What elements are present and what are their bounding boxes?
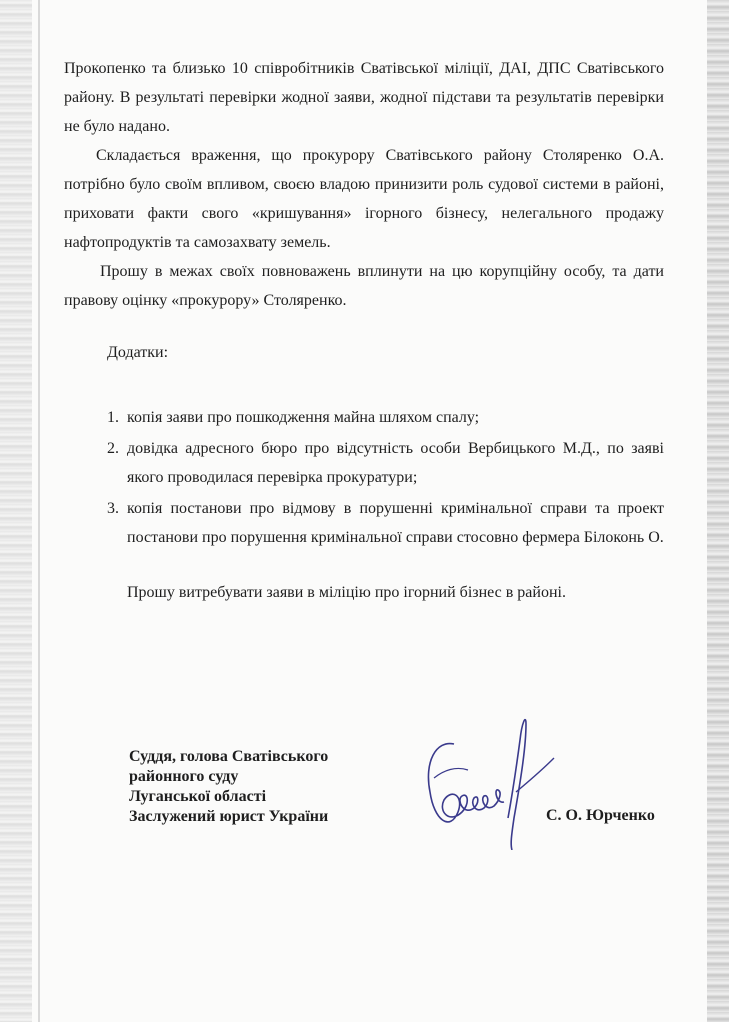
list-item-text: копія постанови про відмову в порушенні кримінальної справи та проект постанови про порушення кримінальної справи стосовно фермера Білоконь О. [127, 500, 664, 546]
paragraph-3: Прошу в межах своїх повноважень вплинути на цю корупційну особу, та дати правову оцінку «прокурору» Столяренко. [64, 263, 664, 309]
scan-line-left [38, 0, 40, 1022]
handwritten-signature-icon [416, 700, 566, 850]
list-item-text: копія заяви про пошкодження майна шляхом спалу; [127, 409, 480, 426]
scan-edge-right [707, 0, 729, 1022]
body-text [64, 54, 664, 315]
paragraph-2: Складається враження, що прокурору Сватівського району Столяренко О.А. потрібно було своїм впливом, своєю владою принизити роль судової системи в районі, приховати факти свого «кришування» ігорного бізнесу, нелегального продажу нафтопродуктів та самозахвату земель. [64, 147, 664, 251]
extra-request: Прошу витребувати заяви в міліцію про ігорний бізнес в районі. [127, 584, 566, 601]
signatory-line-1: Суддя, голова Сватівського [129, 748, 329, 765]
list-item-text: довідка адресного бюро про відсутність особи Вербицького М.Д., по заяві якого проводилася перевірка прокуратури; [127, 440, 664, 486]
list-item-number: 2. [107, 440, 119, 457]
list-item-number: 1. [107, 409, 119, 426]
list-item [107, 403, 664, 432]
list-item [107, 434, 664, 492]
signatory-line-4: Заслужений юрист України [129, 808, 329, 825]
signatory-line-3: Луганської області [129, 788, 267, 805]
list-item [107, 494, 664, 552]
addenda-title: Додатки: [107, 344, 169, 361]
addenda-list [107, 403, 664, 552]
paragraph-1: Прокопенко та близько 10 співробітників Сватівської міліції, ДАІ, ДПС Сватівського району. В результаті перевірки жодної заяви, жодної підстави та результатів перевірки не було надано. [64, 60, 664, 135]
scan-edge-left [0, 0, 32, 1022]
signatory-title [129, 747, 328, 827]
list-item-number: 3. [107, 500, 119, 517]
signatory-name: С. О. Юрченко [546, 807, 655, 824]
signatory-line-2: районного суду [129, 768, 239, 785]
